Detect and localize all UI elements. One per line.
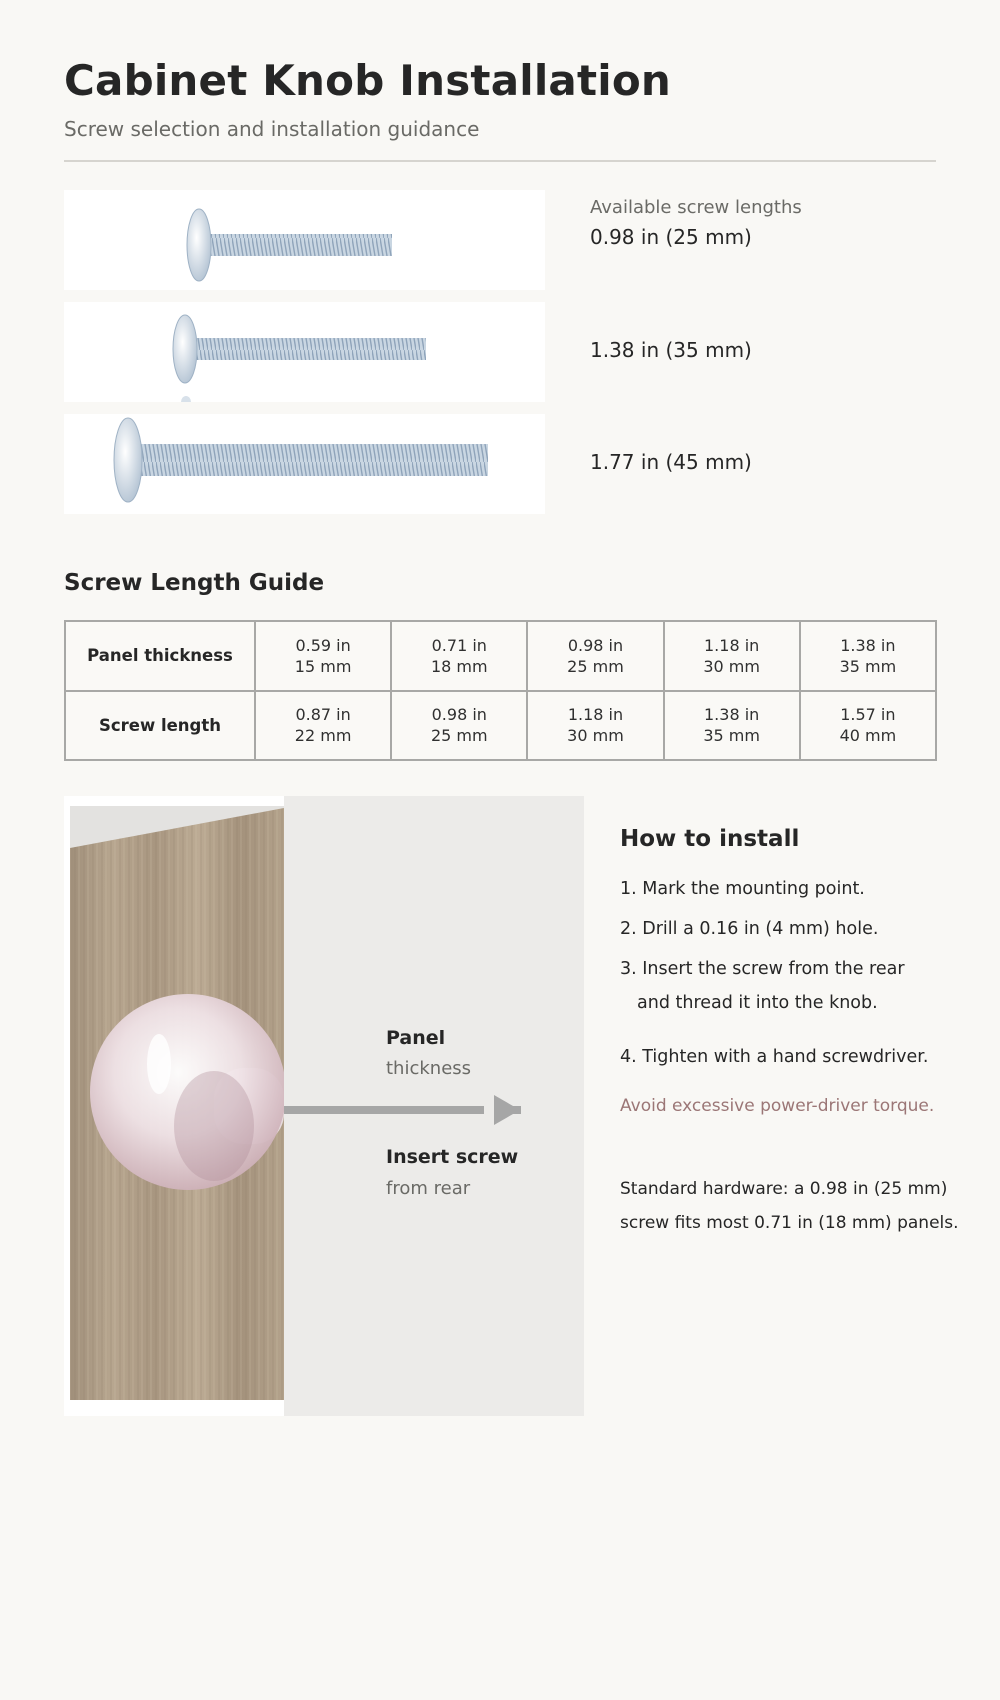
- insert-screw-label: Insert screw: [386, 1146, 519, 1168]
- cell-mm: 35 mm: [703, 726, 760, 746]
- table-row-panel-thickness: [65, 621, 936, 691]
- screw-length-table: [64, 620, 937, 761]
- knob-on-panel-icon: [64, 796, 284, 1416]
- cell-mm: 30 mm: [567, 726, 624, 746]
- cell-inches: 1.57 in: [840, 705, 896, 725]
- table-cell: [664, 691, 800, 761]
- table-cell: [664, 621, 800, 691]
- row-header: Screw length: [65, 691, 255, 761]
- table-cell: [527, 621, 663, 691]
- screw-25mm-icon: [64, 190, 545, 290]
- screw-image-45mm: [64, 414, 545, 514]
- cell-mm: 15 mm: [294, 656, 352, 676]
- note-line-2: screw fits most 0.71 in (18 mm) panels.: [620, 1213, 959, 1233]
- screw-length-25mm: 0.98 in (25 mm): [590, 225, 752, 249]
- step-3-line-2: and thread it into the knob.: [637, 993, 878, 1013]
- step-4: 4. Tighten with a hand screwdriver.: [620, 1047, 929, 1067]
- panel-label: Panel: [386, 1027, 446, 1049]
- table-cell: [255, 691, 391, 761]
- cell-mm: 30 mm: [703, 656, 760, 676]
- page-title: Cabinet Knob Installation: [64, 56, 672, 105]
- row-header: Panel thickness: [65, 621, 255, 691]
- howto-heading: How to install: [620, 826, 800, 852]
- table-cell: [255, 621, 391, 691]
- torque-warning: Avoid excessive power-driver torque.: [620, 1096, 935, 1116]
- cell-inches: 0.87 in: [295, 705, 351, 725]
- cell-inches: 1.18 in: [704, 635, 760, 655]
- screw-length-45mm: 1.77 in (45 mm): [590, 450, 752, 474]
- available-lengths-label: Available screw lengths: [590, 197, 802, 218]
- table-cell: [391, 691, 527, 761]
- cell-inches: 1.38 in: [704, 705, 760, 725]
- cell-inches: 0.98 in: [431, 705, 487, 725]
- cell-mm: 22 mm: [294, 726, 352, 746]
- table-row-screw-length: [65, 691, 936, 761]
- standard-hardware-note: [620, 1172, 990, 1240]
- knob-photo: [64, 796, 284, 1416]
- table-cell: [800, 691, 936, 761]
- cell-mm: 25 mm: [567, 656, 624, 676]
- insert-screw-sublabel: from rear: [386, 1178, 471, 1199]
- cell-inches: 1.38 in: [840, 635, 896, 655]
- cell-inches: 0.71 in: [431, 635, 487, 655]
- screw-45mm-icon: [64, 414, 545, 514]
- screw-image-35mm: [64, 302, 545, 402]
- cell-mm: 25 mm: [430, 726, 488, 746]
- cell-mm: 40 mm: [839, 726, 897, 746]
- cell-inches: 1.18 in: [567, 705, 624, 725]
- table-cell: [527, 691, 663, 761]
- page-subtitle: Screw selection and installation guidance: [64, 117, 480, 141]
- table-cell: [800, 621, 936, 691]
- arrow-right-icon: [284, 1092, 524, 1128]
- cell-inches: 0.59 in: [295, 635, 351, 655]
- screw-length-35mm: 1.38 in (35 mm): [590, 338, 752, 362]
- divider: [64, 160, 936, 162]
- cell-mm: 35 mm: [839, 656, 897, 676]
- panel-sublabel: thickness: [386, 1058, 472, 1079]
- cell-inches: 0.98 in: [567, 635, 624, 655]
- note-line-1: Standard hardware: a 0.98 in (25 mm): [620, 1179, 948, 1199]
- screw-35mm-icon: [64, 302, 545, 402]
- table-cell: [391, 621, 527, 691]
- screw-image-25mm: [64, 190, 545, 290]
- guide-heading: Screw Length Guide: [64, 570, 325, 596]
- cell-mm: 18 mm: [430, 656, 488, 676]
- step-3-line-1: 3. Insert the screw from the rear: [620, 959, 905, 979]
- step-1: 1. Mark the mounting point.: [620, 879, 865, 899]
- step-2: 2. Drill a 0.16 in (4 mm) hole.: [620, 919, 879, 939]
